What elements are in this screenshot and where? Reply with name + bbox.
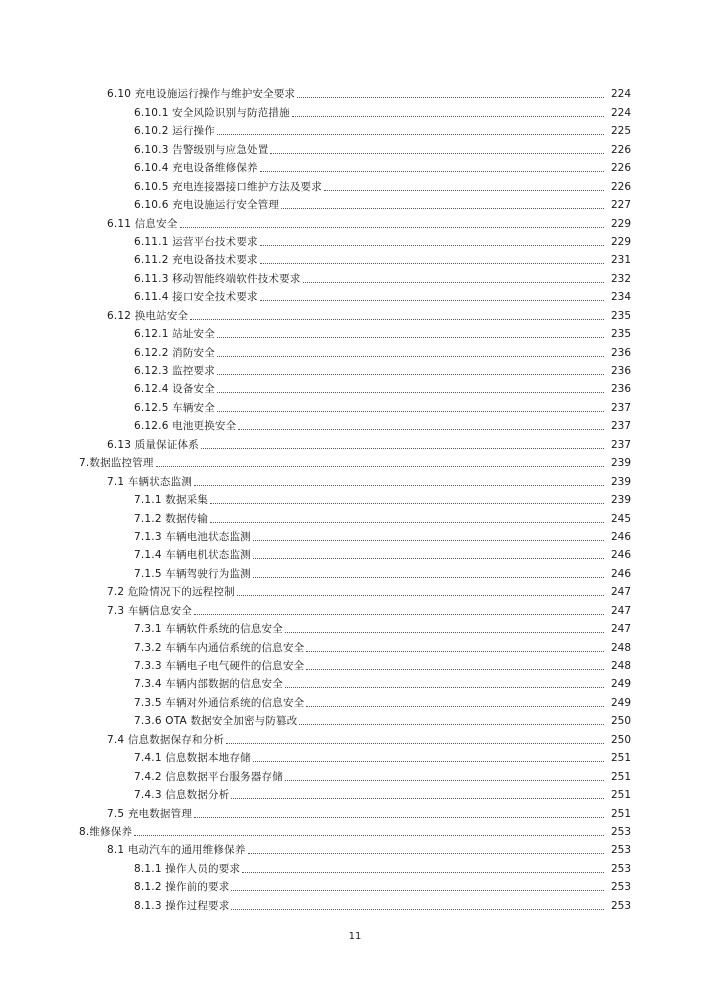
page-number: 11 [348, 931, 362, 942]
toc-dot-leader [217, 356, 604, 357]
toc-entry[interactable] [0, 304, 710, 322]
toc-dot-leader [217, 337, 604, 338]
toc-entry[interactable] [0, 286, 710, 304]
toc-dot-leader [299, 724, 604, 725]
toc-entry-page: 251 [610, 789, 631, 802]
toc-entry-page: 239 [610, 457, 631, 470]
toc-dot-leader [217, 374, 604, 375]
toc-entry[interactable] [0, 876, 710, 894]
toc-entry[interactable] [0, 857, 710, 875]
toc-entry-title: 7.数据监控管理 [79, 457, 154, 470]
toc-entry-title: 7.3.5 车辆对外通信系统的信息安全 [134, 696, 305, 709]
toc-entry-page: 245 [610, 512, 631, 525]
toc-entry[interactable] [0, 83, 710, 101]
toc-entry-page: 224 [610, 106, 631, 119]
toc-entry-page: 246 [610, 567, 631, 580]
toc-dot-leader [260, 171, 604, 172]
toc-dot-leader [190, 319, 604, 320]
toc-dot-leader [194, 485, 604, 486]
toc-entry-title: 7.4.3 信息数据分析 [134, 789, 230, 802]
toc-entry-title: 7.1.1 数据采集 [134, 494, 209, 507]
toc-entry-page: 224 [610, 88, 631, 101]
toc-entry-page: 251 [610, 770, 631, 783]
toc-entry-page: 236 [610, 365, 631, 377]
toc-entry[interactable] [0, 618, 710, 636]
toc-entry-page: 250 [610, 715, 631, 728]
toc-entry-title: 6.12.2 消防安全 [134, 346, 215, 359]
toc-entry-page: 249 [610, 678, 631, 691]
toc-entry-page: 253 [610, 825, 631, 838]
toc-entry-title: 6.10.5 充电连接器接口维护方法及要求 [134, 180, 322, 193]
toc-entry-title: 8.1.3 操作过程要求 [134, 899, 230, 912]
toc-entry-title: 7.3.6 OTA 数据安全加密与防篡改 [134, 715, 298, 728]
toc-entry-title: 7.1.3 车辆电池状态监测 [134, 530, 251, 543]
toc-entry-title: 7.5 充电数据管理 [107, 807, 193, 820]
toc-entry-page: 249 [610, 696, 631, 709]
toc-entry-page: 234 [610, 291, 631, 304]
toc-entry[interactable] [0, 396, 710, 414]
toc-dot-leader [292, 116, 604, 117]
toc-entry[interactable] [0, 710, 710, 728]
toc-entry-title: 6.10.4 充电设备维修保养 [134, 162, 258, 175]
toc-entry[interactable] [0, 194, 710, 212]
toc-entry[interactable] [0, 784, 710, 802]
toc-dot-leader [226, 743, 604, 744]
toc-entry-page: 253 [610, 899, 631, 912]
toc-entry-title: 7.2 危险情况下的远程控制 [107, 586, 235, 599]
toc-entry-page: 237 [610, 401, 631, 414]
toc-entry-title: 6.11.3 移动智能终端软件技术要求 [134, 272, 301, 285]
toc-entry-title: 6.10 充电设施运行操作与维护安全要求 [107, 88, 296, 101]
toc-entry-title: 6.12.3 监控要求 [134, 365, 215, 377]
toc-entry[interactable] [0, 138, 710, 156]
toc-dot-leader [253, 577, 604, 578]
toc-dot-leader [297, 97, 604, 98]
toc-dot-leader [194, 614, 604, 615]
toc-entry-page: 226 [610, 180, 631, 193]
toc-entry-title: 7.3.2 车辆车内通信系统的信息安全 [134, 641, 305, 654]
toc-entry-page: 248 [610, 660, 631, 672]
toc-entry[interactable] [0, 323, 710, 341]
toc-dot-leader [270, 153, 604, 154]
toc-entry[interactable] [0, 673, 710, 691]
toc-entry[interactable] [0, 839, 710, 857]
toc-entry-title: 8.1.2 操作前的要求 [134, 881, 230, 894]
toc-entry[interactable] [0, 655, 710, 673]
toc-entry[interactable] [0, 728, 710, 746]
toc-entry-title: 6.12 换电站安全 [107, 309, 189, 322]
toc-dot-leader [231, 890, 604, 891]
toc-entry-page: 253 [610, 862, 631, 875]
toc-entry-title: 6.10.6 充电设施运行安全管理 [134, 199, 280, 212]
toc-dot-leader [180, 227, 604, 228]
toc-entry[interactable] [0, 415, 710, 433]
toc-dot-leader [217, 392, 604, 393]
toc-dot-leader [194, 817, 604, 818]
toc-entry-title: 7.3 车辆信息安全 [107, 604, 193, 617]
toc-entry-page: 253 [610, 844, 631, 857]
toc-entry-title: 6.10.2 运行操作 [134, 125, 215, 138]
toc-entry-title: 6.11 信息安全 [107, 217, 178, 230]
toc-entry-title: 6.10.3 告警级别与应急处置 [134, 143, 269, 156]
toc-entry[interactable] [0, 157, 710, 175]
toc-entry-page: 235 [610, 328, 631, 341]
toc-entry[interactable] [0, 120, 710, 138]
toc-entry-title: 6.12.1 站址安全 [134, 328, 215, 341]
toc-entry-title: 8.1 电动汽车的通用维修保养 [107, 844, 246, 857]
toc-entry-title: 6.12.5 车辆安全 [134, 401, 215, 414]
toc-entry[interactable] [0, 341, 710, 359]
toc-entry[interactable] [0, 562, 710, 580]
toc-entry[interactable] [0, 378, 710, 396]
toc-dot-leader [253, 540, 604, 541]
toc-entry-page: 229 [610, 235, 631, 248]
toc-entry[interactable] [0, 360, 710, 378]
toc-dot-leader [237, 595, 604, 596]
toc-dot-leader [210, 522, 604, 523]
toc-dot-leader [231, 909, 604, 910]
toc-dot-leader [210, 503, 604, 504]
toc-entry[interactable] [0, 231, 710, 249]
toc-entry[interactable] [0, 765, 710, 783]
toc-dot-leader [260, 300, 604, 301]
toc-entry-page: 225 [610, 125, 631, 138]
toc-dot-leader [281, 208, 604, 209]
toc-dot-leader [253, 558, 604, 559]
toc-entry-title: 8.1.1 操作人员的要求 [134, 862, 241, 875]
toc-entry-title: 7.3.3 车辆电子电气硬件的信息安全 [134, 660, 305, 672]
toc-entry-page: 246 [610, 549, 631, 562]
toc-entry[interactable] [0, 101, 710, 119]
toc-entry-page: 236 [610, 383, 631, 396]
toc-entry-title: 6.11.4 接口安全技术要求 [134, 291, 258, 304]
toc-entry-page: 251 [610, 807, 631, 820]
toc-entry-title: 7.1.5 车辆驾驶行为监测 [134, 567, 251, 580]
toc-entry-page: 248 [610, 641, 631, 654]
toc-entry-page: 237 [610, 438, 631, 451]
toc-dot-leader [217, 411, 604, 412]
toc-dot-leader [285, 687, 604, 688]
toc-entry-page: 235 [610, 309, 631, 322]
toc-dot-leader [217, 134, 604, 135]
toc-entry-page: 251 [610, 752, 631, 765]
toc-dot-leader [324, 190, 604, 191]
toc-entry-page: 236 [610, 346, 631, 359]
toc-dot-leader [156, 466, 604, 467]
toc-entry-page: 231 [610, 254, 631, 267]
toc-dot-leader [285, 780, 604, 781]
toc-entry-page: 229 [610, 217, 631, 230]
toc-dot-leader [253, 761, 604, 762]
toc-dot-leader [306, 651, 604, 652]
toc-entry-page: 226 [610, 143, 631, 156]
toc-entry[interactable] [0, 802, 710, 820]
toc-entry[interactable] [0, 267, 710, 285]
toc-entry-page: 226 [610, 162, 631, 175]
toc-entry[interactable] [0, 175, 710, 193]
toc-entry-page: 247 [610, 586, 631, 599]
toc-entry-title: 7.3.1 车辆软件系统的信息安全 [134, 623, 283, 636]
toc-entry[interactable] [0, 544, 710, 562]
toc-entry-page: 237 [610, 420, 631, 433]
toc-entry[interactable] [0, 249, 710, 267]
toc-entry-title: 7.4.2 信息数据平台服务器存储 [134, 770, 283, 783]
toc-entry[interactable] [0, 489, 710, 507]
toc-entry-title: 8.维修保养 [79, 825, 133, 838]
toc-dot-leader [303, 282, 604, 283]
toc-entry[interactable] [0, 470, 710, 488]
toc-entry[interactable] [0, 433, 710, 451]
toc-entry-page: 239 [610, 494, 631, 507]
toc-entry-title: 7.1.4 车辆电机状态监测 [134, 549, 251, 562]
toc-dot-leader [306, 669, 604, 670]
toc-dot-leader [231, 798, 604, 799]
toc-entry-title: 6.10.1 安全风险识别与防范措施 [134, 106, 290, 119]
toc-entry-page: 250 [610, 733, 631, 746]
toc-dot-leader [238, 429, 604, 430]
toc-dot-leader [134, 835, 604, 836]
toc-dot-leader [248, 853, 604, 854]
toc-entry-page: 232 [610, 272, 631, 285]
toc-entry-title: 6.11.1 运营平台技术要求 [134, 235, 258, 248]
toc-dot-leader [242, 872, 604, 873]
toc-entry-page: 239 [610, 475, 631, 488]
toc-dot-leader [260, 245, 604, 246]
toc-entry-title: 7.1 车辆状态监测 [107, 475, 193, 488]
toc-entry-title: 6.12.4 设备安全 [134, 383, 215, 396]
toc-entry[interactable] [0, 452, 710, 470]
toc-entry[interactable] [0, 691, 710, 709]
toc-entry-title: 6.13 质量保证体系 [107, 438, 199, 451]
toc-entry[interactable] [0, 526, 710, 544]
toc-entry[interactable] [0, 894, 710, 912]
toc-entry[interactable] [0, 599, 710, 617]
table-of-contents [0, 83, 710, 913]
toc-dot-leader [285, 632, 604, 633]
toc-entry[interactable] [0, 636, 710, 654]
toc-entry-page: 253 [610, 881, 631, 894]
toc-entry[interactable] [0, 581, 710, 599]
toc-dot-leader [306, 706, 604, 707]
toc-entry-title: 7.3.4 车辆内部数据的信息安全 [134, 678, 283, 691]
toc-entry-title: 7.4 信息数据保存和分析 [107, 733, 225, 746]
toc-entry-page: 247 [610, 604, 631, 617]
toc-dot-leader [201, 448, 604, 449]
toc-entry[interactable] [0, 212, 710, 230]
toc-entry-title: 7.4.1 信息数据本地存储 [134, 752, 251, 765]
toc-entry[interactable] [0, 821, 710, 839]
toc-entry-page: 246 [610, 530, 631, 543]
toc-dot-leader [260, 263, 604, 264]
toc-entry[interactable] [0, 747, 710, 765]
toc-entry-page: 247 [610, 623, 631, 636]
toc-entry-title: 6.12.6 电池更换安全 [134, 420, 237, 433]
toc-entry[interactable] [0, 507, 710, 525]
toc-entry-title: 6.11.2 充电设备技术要求 [134, 254, 258, 267]
toc-entry-page: 227 [610, 199, 631, 212]
toc-entry-title: 7.1.2 数据传输 [134, 512, 209, 525]
